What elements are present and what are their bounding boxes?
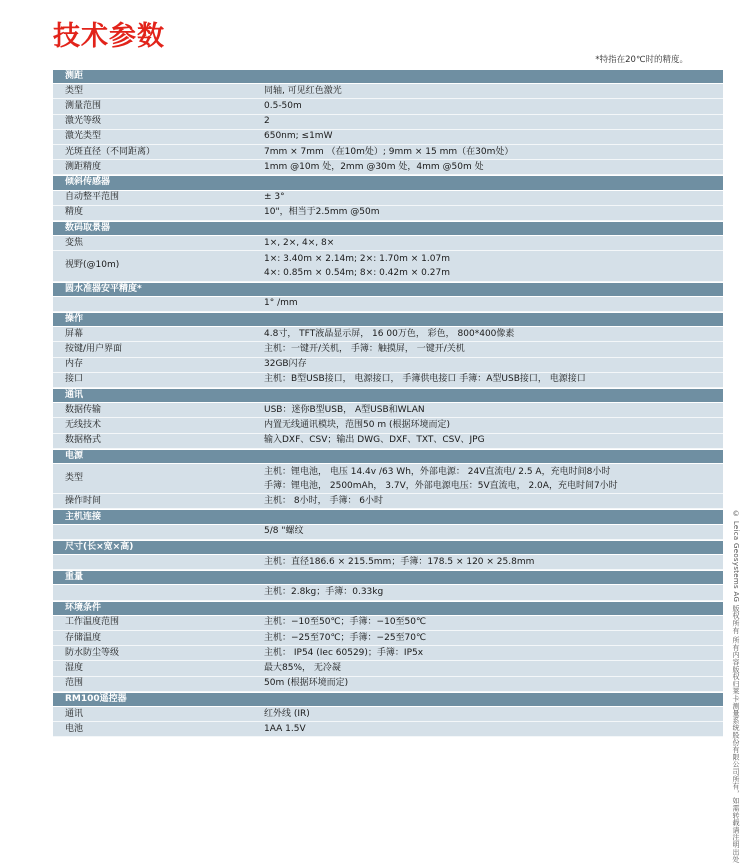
spec-label: 范围 (65, 678, 84, 689)
spec-row (53, 418, 723, 433)
spec-label: 激光类型 (65, 131, 102, 142)
spec-row (53, 84, 723, 99)
spec-value (264, 298, 723, 309)
spec-row (53, 342, 723, 357)
spec-label: 自动整平范围 (65, 192, 120, 203)
spec-value (264, 724, 723, 735)
spec-row (53, 434, 723, 449)
spec-value (264, 526, 723, 537)
spec-value-line: 1×, 2×, 4×, 8× (264, 237, 335, 248)
spec-value (264, 420, 723, 431)
spec-row (53, 130, 723, 145)
spec-value (264, 86, 723, 97)
spec-row (53, 115, 723, 130)
page-title: 技术参数 (53, 21, 165, 52)
spec-table (53, 69, 723, 737)
spec-label: 测距精度 (65, 161, 102, 172)
spec-value (264, 162, 723, 173)
spec-label: 变焦 (65, 237, 84, 248)
spec-value-line: 主机：−10至50℃；手簿：−10至50℃ (264, 617, 427, 628)
spec-label: 精度 (65, 207, 84, 218)
spec-value-line: 同轴, 可见红色激光 (264, 85, 342, 96)
section-header: 电源 (53, 449, 723, 464)
spec-row (53, 661, 723, 676)
spec-row (53, 616, 723, 631)
spec-value-line: 10"，相当于2.5mm @50m (264, 207, 380, 218)
spec-label: 通讯 (65, 708, 84, 719)
spec-value-line: 内置无线通讯模块，范围50 m (根据环境而定) (264, 419, 450, 430)
spec-value-line: 主机：锂电池， 电压 14.4v /63 Wh，外部电源： 24V直流电/ 2.5 A，充电时间8小时 (264, 466, 611, 477)
spec-label: 激光等级 (65, 116, 102, 127)
spec-row (53, 631, 723, 646)
spec-value-line: 1AA 1.5V (264, 723, 306, 734)
spec-value-line: 主机：一键开/关机， 手簿：触摸屏， 一键开/关机 (264, 343, 465, 354)
spec-value-line: 主机： IP54 (Iec 60529)；手簿：IP5x (264, 647, 424, 658)
spec-row (53, 555, 723, 570)
spec-row (53, 403, 723, 418)
spec-value (264, 709, 723, 720)
spec-value-line: 主机：2.8kg；手簿：0.33kg (264, 587, 384, 597)
spec-value-line: 0.5-50m (264, 100, 302, 111)
spec-row (53, 707, 723, 722)
spec-value (264, 192, 723, 203)
spec-value-line: 输入DXF、CSV；输出 DWG、DXF、TXT、CSV、JPG (264, 435, 485, 446)
spec-row (53, 297, 723, 312)
spec-label: 接口 (65, 374, 84, 385)
spec-value-line: 7mm × 7mm （在10m处）; 9mm × 15 mm（在30m处） (264, 146, 514, 157)
spec-row (53, 160, 723, 175)
section-header: 倾斜传感器 (53, 175, 723, 190)
spec-value-line: 主机： 8小时， 手簿： 6小时 (264, 495, 384, 506)
spec-value-line: 2 (264, 116, 270, 127)
section-header: 操作 (53, 312, 723, 327)
spec-value-line: 手簿：锂电池， 2500mAh， 3.7V，外部电源电压：5V直流电， 2.0A，充电时间7小时 (264, 480, 618, 491)
spec-value-line: 1mm @10m 处，2mm @30m 处，4mm @50m 处 (264, 161, 484, 172)
spec-value (264, 405, 723, 416)
spec-value (264, 131, 723, 142)
section-header: 数码取景器 (53, 221, 723, 236)
spec-value (264, 238, 723, 249)
spec-value (264, 587, 723, 598)
spec-row (53, 145, 723, 160)
spec-value-line: 红外线 (IR) (264, 708, 310, 719)
spec-value-line: 主机：直径186.6 × 215.5mm；手簿：178.5 × 120 × 25.8mm (264, 556, 535, 567)
spec-label: 数据传输 (65, 404, 102, 415)
spec-value (264, 648, 723, 659)
spec-value (264, 329, 723, 340)
spec-value-line: 1×: 3.40m × 2.14m; 2×: 1.70m × 1.07m (264, 253, 450, 264)
spec-value (264, 101, 723, 112)
spec-label: 存储温度 (65, 632, 102, 643)
spec-row (53, 358, 723, 373)
section-header: 圆水准器安平精度* (53, 282, 723, 297)
spec-label: 类型 (65, 85, 84, 96)
spec-row (53, 251, 723, 281)
spec-value (264, 678, 723, 689)
spec-value (264, 374, 723, 385)
spec-label: 湿度 (65, 662, 84, 673)
section-header: RM100遥控器 (53, 692, 723, 707)
copyright-side-text: © Leica Geosystems AG 版权所有 所有内容版权归莱卡测量系统股份有限公司所有，如需转载请注明出处 (732, 510, 740, 863)
section-header: 尺寸(长×宽×高) (53, 540, 723, 555)
footnote: *特指在20℃时的精度。 (595, 55, 688, 65)
spec-label: 电池 (65, 723, 84, 734)
spec-value (264, 617, 723, 628)
spec-row (53, 236, 723, 251)
section-header: 主机连接 (53, 509, 723, 524)
spec-value (264, 359, 723, 370)
spec-value-line: 4.8寸， TFT液晶显示屏， 16 00万色， 彩色， 800*400像素 (264, 328, 515, 339)
section-header: 测距 (53, 69, 723, 84)
spec-value-line: ± 3° (264, 192, 285, 203)
spec-value (264, 344, 723, 355)
spec-value (264, 496, 723, 507)
spec-row (53, 373, 723, 388)
spec-value (264, 633, 723, 644)
spec-value-line: 4×: 0.85m × 0.54m; 8×: 0.42m × 0.27m (264, 267, 450, 278)
spec-label: 屏幕 (65, 328, 84, 339)
spec-row (53, 722, 723, 737)
spec-value-line: 主机：−25至70℃；手簿：−25至70℃ (264, 632, 427, 643)
spec-value-line: 50m (根据环境而定) (264, 678, 349, 689)
spec-value (264, 465, 723, 493)
spec-row (53, 677, 723, 692)
spec-row (53, 525, 723, 540)
section-header: 通讯 (53, 388, 723, 403)
spec-value (264, 116, 723, 127)
spec-value (264, 147, 723, 158)
spec-label: 按键/用户界面 (65, 343, 123, 354)
spec-label: 工作温度范围 (65, 617, 120, 628)
spec-value-line: 32GB闪存 (264, 359, 307, 370)
spec-row (53, 464, 723, 494)
spec-label: 操作时间 (65, 495, 102, 506)
spec-value-line: 5/8 "螺纹 (264, 526, 304, 537)
spec-value-line: 主机：B型USB接口， 电源接口， 手簿供电接口 手簿：A型USB接口， 电源接口 (264, 374, 586, 385)
spec-row (53, 191, 723, 206)
spec-label: 光斑直径（不同距离） (65, 146, 156, 157)
spec-row (53, 99, 723, 114)
spec-label: 无线技术 (65, 419, 102, 430)
spec-label: 内存 (65, 359, 84, 370)
spec-value (264, 663, 723, 674)
spec-label: 数据格式 (65, 435, 102, 446)
spec-value-line: 650nm; ≤1mW (264, 131, 333, 142)
spec-row (53, 585, 723, 600)
spec-value (264, 557, 723, 568)
section-header: 重量 (53, 570, 723, 585)
spec-label: 类型 (65, 473, 84, 484)
spec-value-line: 最大85%， 无冷凝 (264, 662, 341, 673)
spec-row (53, 494, 723, 509)
spec-value (264, 252, 723, 280)
spec-row (53, 206, 723, 221)
spec-row (53, 646, 723, 661)
spec-value-line: USB：迷你B型USB， A型USB和WLAN (264, 404, 425, 415)
spec-label: 视野(@10m) (65, 260, 120, 271)
section-header: 环境条件 (53, 601, 723, 616)
spec-label: 防水防尘等级 (65, 647, 120, 658)
spec-row (53, 327, 723, 342)
spec-value (264, 435, 723, 446)
spec-value (264, 207, 723, 218)
spec-label: 测量范围 (65, 100, 102, 111)
spec-value-line: 1° /mm (264, 298, 298, 309)
